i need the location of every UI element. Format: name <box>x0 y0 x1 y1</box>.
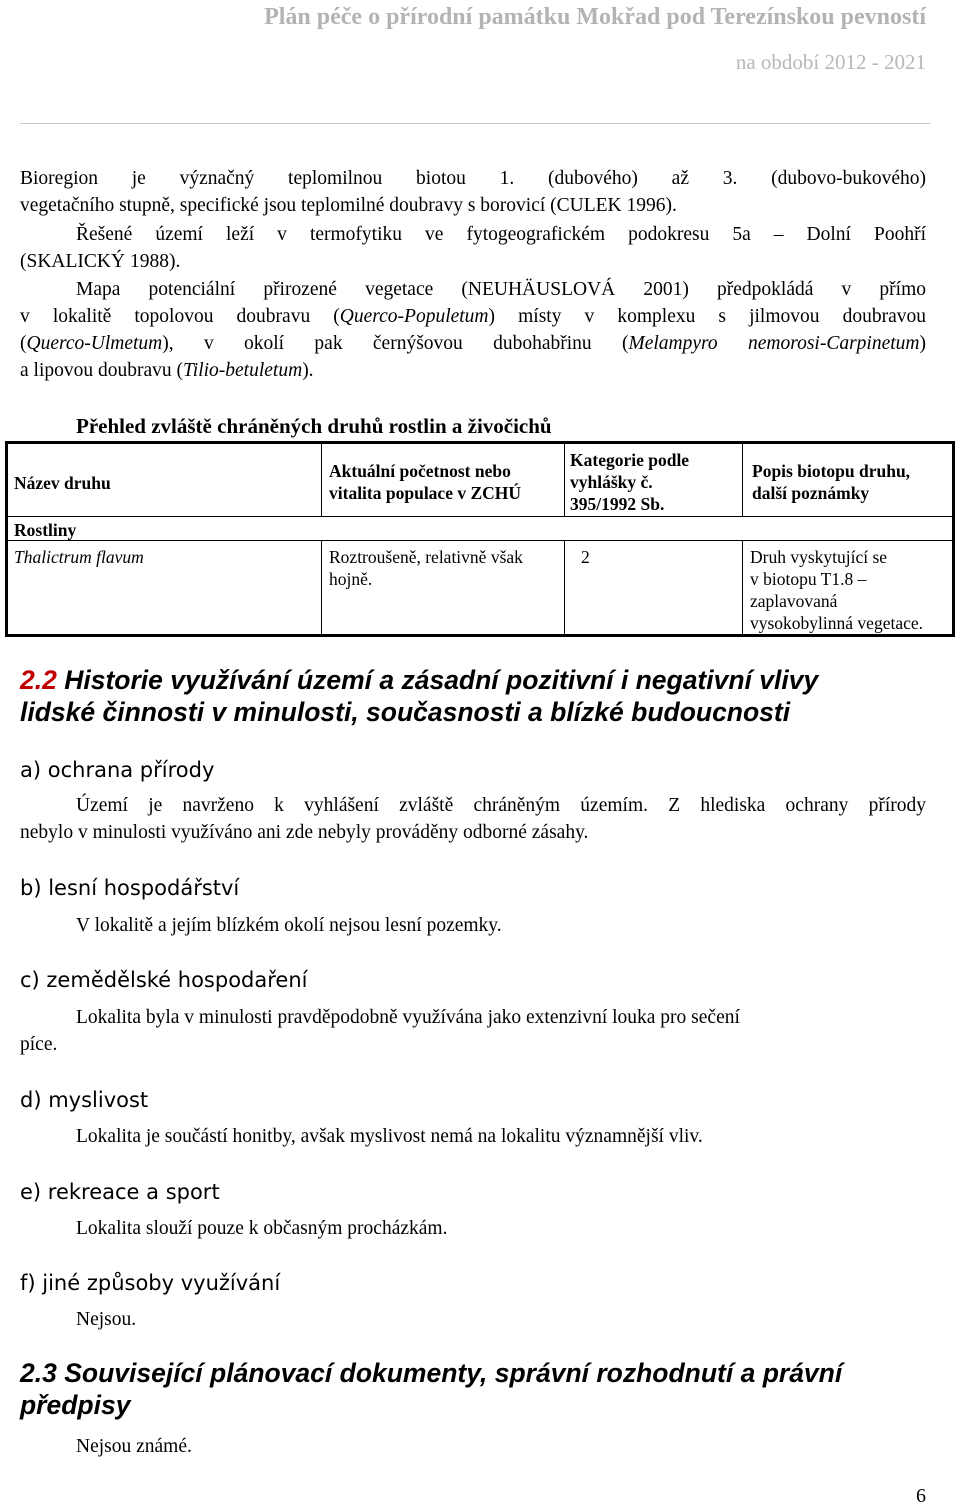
species-biotope: Druh vyskytující se v biotopu T1.8 – zaplavovaná vysokobylinná vegetace. <box>750 547 924 633</box>
paragraph-area-line2: (SKALICKÝ 1988). <box>20 251 181 272</box>
table-col-divider <box>564 540 565 634</box>
species-category: 2 <box>581 547 590 567</box>
subsection-e-line1: Lokalita slouží pouze k občasným procházkám. <box>76 1218 448 1239</box>
species-table-title: Přehled zvláště chráněných druhů rostlin a živočichů <box>76 414 552 438</box>
subsection-f-heading: f) jiné způsoby využívání <box>20 1271 281 1295</box>
section-2-3-heading: 2.3 Související plánovací dokumenty, správní rozhodnutí a právní předpisy <box>20 1358 843 1420</box>
paragraph-area-line1: Řešené území leží v termofytiku ve fytogeografickém podokresu 5a – Dolní Poohří <box>76 224 926 245</box>
species-name: Thalictrum flavum <box>14 547 144 567</box>
subsection-a-line2: nebylo v minulosti využíváno ani zde nebyly prováděny odborné zásahy. <box>20 822 589 843</box>
table-col-divider <box>742 540 743 634</box>
subsection-c-line1: Lokalita byla v minulosti pravděpodobně využívána jako extenzivní louka pro sečení <box>76 1007 740 1028</box>
subsection-b-heading: b) lesní hospodářství <box>20 876 240 900</box>
running-header-period: na období 2012 - 2021 <box>735 50 926 74</box>
col-header-biotope: Popis biotopu druhu, další poznámky <box>752 461 911 503</box>
species-abundance: Roztroušeně, relativně však hojně. <box>329 547 523 589</box>
subsection-f-line1: Nejsou. <box>76 1309 137 1330</box>
paragraph-vegetation-line4: a lipovou doubravu (Tilio-betuletum). <box>20 360 314 381</box>
subsection-d-line1: Lokalita je součástí honitby, avšak myslivost nemá na lokalitu významnější vliv. <box>76 1126 703 1147</box>
species-table <box>5 441 955 637</box>
table-col-divider <box>321 540 322 634</box>
subsection-a-heading: a) ochrana přírody <box>20 758 215 782</box>
paragraph-vegetation-line3: (Querco-Ulmetum), v okolí pak černýšovou dubohabřinu (Melampyro nemorosi-Carpinetum) <box>20 333 926 354</box>
section-2-2-heading: 2.2 Historie využívání území a zásadní pozitivní i negativní vlivy lidské činnosti v minulosti, současnosti a blízké budoucnosti <box>20 665 819 727</box>
subsection-a-line1: Území je navrženo k vyhlášení zvláště chráněným územím. Z hlediska ochrany přírody <box>76 795 926 816</box>
subsection-c-line2: píce. <box>20 1034 58 1055</box>
subsection-d-heading: d) myslivost <box>20 1088 149 1112</box>
table-col-divider <box>564 444 565 516</box>
table-col-divider <box>321 444 322 516</box>
table-group-plants: Rostliny <box>14 520 77 540</box>
paragraph-bioregion-line2: vegetačního stupně, specifické jsou teplomilné doubravy s borovicí (CULEK 1996). <box>20 195 677 216</box>
col-header-category: Kategorie podle vyhlášky č. 395/1992 Sb. <box>570 450 690 514</box>
subsection-e-heading: e) rekreace a sport <box>20 1180 220 1204</box>
section-2-3-text: Nejsou známé. <box>76 1436 192 1457</box>
page-number: 6 <box>916 1485 926 1507</box>
table-rule-header <box>8 516 952 517</box>
running-header-title: Plán péče o přírodní památku Mokřad pod Terezínskou pevností <box>264 4 926 30</box>
paragraph-vegetation-line1: Mapa potenciální přirozené vegetace (NEUHÄUSLOVÁ 2001) předpokládá v přímo <box>76 279 926 300</box>
paragraph-bioregion-line1: Bioregion je význačný teplomilnou biotou 1. (dubového) až 3. (dubovo-bukového) <box>20 168 926 189</box>
table-rule-group <box>8 540 952 541</box>
table-col-divider <box>742 444 743 516</box>
subsection-b-line1: V lokalitě a jejím blízkém okolí nejsou lesní pozemky. <box>76 915 502 936</box>
paragraph-vegetation-line2: v lokalitě topolovou doubravu (Querco-Populetum) místy v komplexu s jilmovou doubravou <box>20 306 926 327</box>
col-header-name: Název druhu <box>14 473 111 493</box>
header-divider <box>20 123 930 124</box>
subsection-c-heading: c) zemědělské hospodaření <box>20 968 308 992</box>
col-header-abundance: Aktuální početnost nebo vitalita populace v ZCHÚ <box>329 461 522 503</box>
